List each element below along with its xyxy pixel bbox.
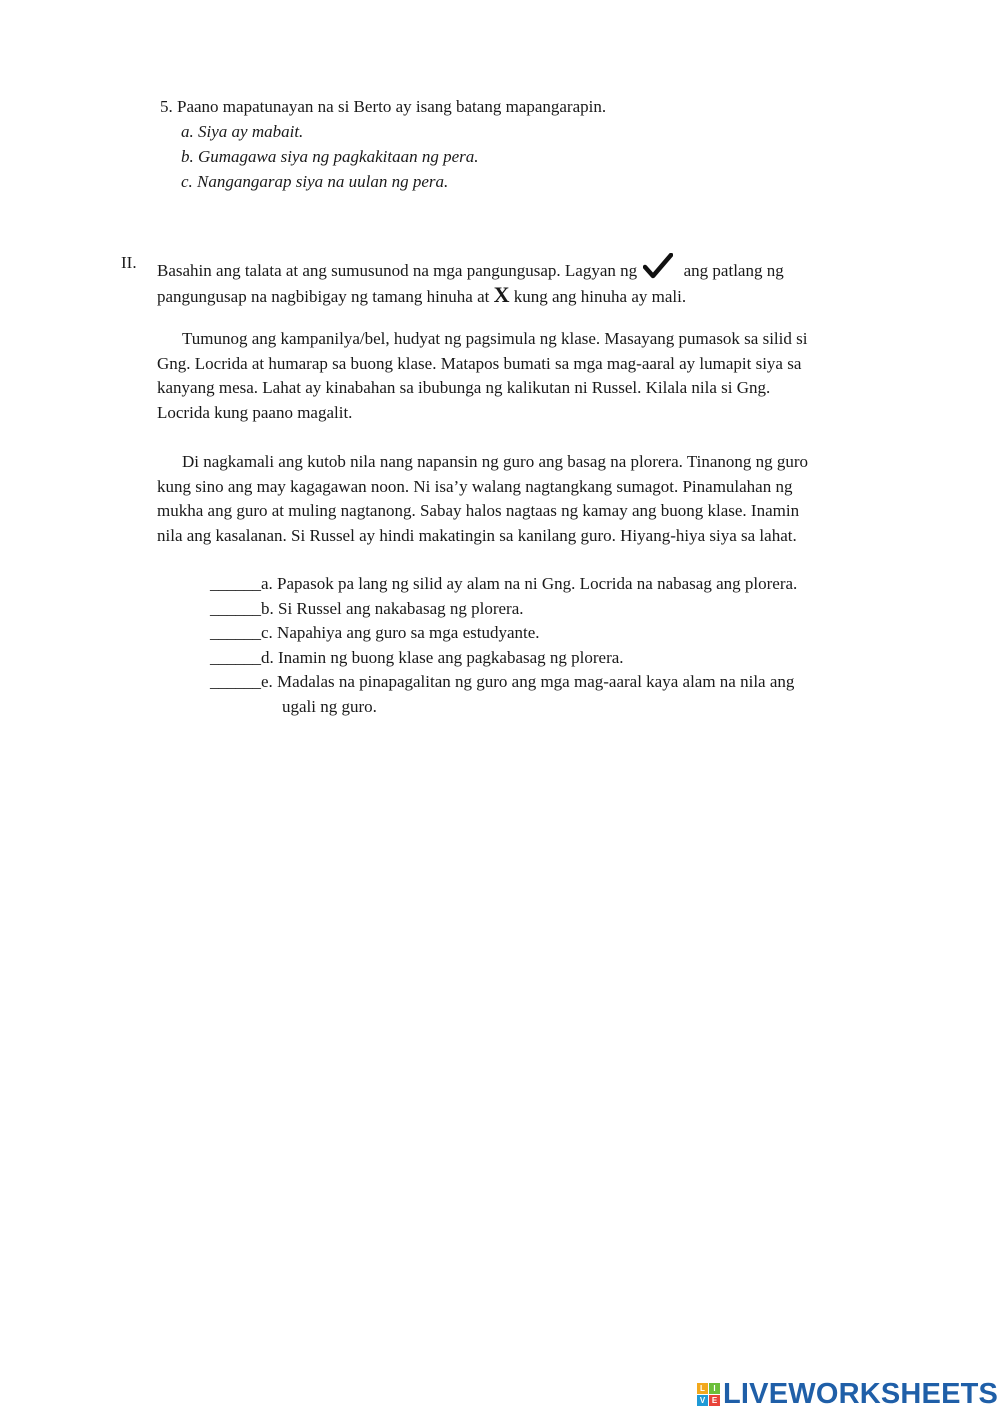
section-2-instruction-line1 xyxy=(157,253,784,284)
logo-mark-letter: L xyxy=(697,1383,708,1394)
reading-paragraph-2 xyxy=(157,450,877,548)
checkmark-icon xyxy=(643,253,673,284)
instruction-text-3: pangungusap na nagbibigay ng tamang hinuha at xyxy=(157,287,490,306)
liveworksheets-logo xyxy=(697,1378,998,1411)
statement-item-c[interactable]: ______c. Napahiya ang guro sa mga estudyante. xyxy=(210,623,540,642)
logo-mark-icon xyxy=(697,1383,720,1406)
paragraph-2-line: Di nagkamali ang kutob nila nang napansin ng guro ang basag na plorera. Tinanong ng guro xyxy=(182,452,809,471)
instruction-text-2: ang patlang ng xyxy=(683,261,784,280)
statement-item-d[interactable]: ______d. Inamin ng buong klase ang pagkabasag ng plorera. xyxy=(210,647,624,667)
question-5-text: 5. Paano mapatunayan na si Berto ay isang batang mapangarapin. xyxy=(160,97,607,116)
statement-list xyxy=(210,572,797,719)
logo-mark-letter: V xyxy=(697,1395,708,1406)
question-5-option-a: a. Siya ay mabait. xyxy=(181,122,304,141)
question-5-option-b: b. Gumagawa siya ng pagkakitaan ng pera. xyxy=(181,147,479,166)
section-2-instruction-line2 xyxy=(157,282,686,308)
logo-mark-letter: I xyxy=(709,1383,720,1394)
section-2-numeral: II. xyxy=(121,253,137,272)
instruction-text-4: kung ang hinuha ay mali. xyxy=(513,287,687,306)
paragraph-1-line: kanyang mesa. Lahat ay kinabahan sa ibubunga ng kalikutan ni Russel. Kilala nila si Gng. xyxy=(157,378,771,397)
reading-paragraph-1 xyxy=(157,327,877,425)
instruction-text-1: Basahin ang talata at ang sumusunod na mga pangungusap. Lagyan ng xyxy=(157,261,638,280)
paragraph-1-line: Tumunog ang kampanilya/bel, hudyat ng pagsimula ng klase. Masayang pumasok sa silid si xyxy=(182,329,808,348)
paragraph-2-line: kung sino ang may kagagawan noon. Ni isa’y walang nagtangkang sumagot. Pinamulahan ng xyxy=(157,476,793,496)
x-mark: X xyxy=(493,282,510,307)
question-5-option-c: c. Nangangarap siya na uulan ng pera. xyxy=(181,172,449,191)
logo-text: LIVEWORKSHEETS xyxy=(723,1378,999,1410)
paragraph-1-line: Locrida kung paano magalit. xyxy=(157,402,353,422)
statement-item-e-continuation: ugali ng guro. xyxy=(282,696,377,716)
paragraph-2-line: nila ang kasalanan. Si Russel ay hindi makatingin sa kanilang guro. Hiyang-hiya siya sa lahat. xyxy=(157,525,797,545)
paragraph-1-line: Gng. Locrida at humarap sa buong klase. Matapos bumati sa mga mag-aaral ay lumapit siya sa xyxy=(157,353,802,373)
statement-item-b[interactable]: ______b. Si Russel ang nakabasag ng plorera. xyxy=(210,598,524,618)
statement-item-e[interactable]: ______e. Madalas na pinapagalitan ng guro ang mga mag-aaral kaya alam na nila ang xyxy=(210,672,795,691)
logo-mark-letter: E xyxy=(709,1395,720,1406)
statement-item-a[interactable]: ______a. Papasok pa lang ng silid ay alam na ni Gng. Locrida na nabasag ang plorera. xyxy=(210,574,798,593)
paragraph-2-line: mukha ang guro at muling nagtanong. Sabay halos nagtaas ng kamay ang buong klase. Inamin xyxy=(157,501,800,520)
